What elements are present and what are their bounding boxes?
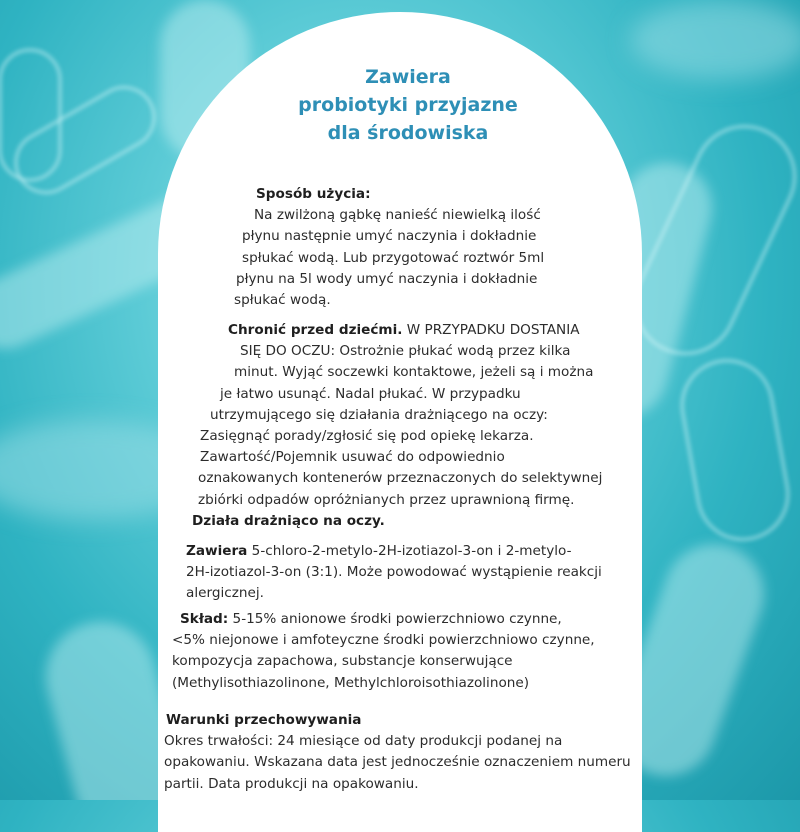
composition-bold-intro: Skład: <box>180 611 229 627</box>
contains-line: 2H-izotiazol-3-on (3:1). Może powodować wystąpienie reakcji <box>186 564 602 581</box>
warning-line: utrzymującego się działania drażniącego na oczy: <box>210 406 548 423</box>
composition-line: kompozycja zapachowa, substancje konserwujące <box>172 653 513 670</box>
page-title <box>258 63 558 147</box>
contains-first-line <box>186 541 602 562</box>
warning-section <box>192 320 603 532</box>
composition-section <box>172 609 595 694</box>
usage-section <box>234 184 544 311</box>
contains-first-line-rest: 5-chloro-2-metylo-2H-izotiazol-3-on i 2-metylo- <box>247 543 572 559</box>
contains-section <box>186 541 602 605</box>
contains-bold-intro: Zawiera <box>186 543 248 559</box>
usage-line: Na zwilżoną gąbkę nanieść niewielką ilość <box>254 207 541 224</box>
warning-line: Zasięgnąć porady/zgłosić się pod opiekę lekarza. <box>200 428 534 445</box>
warning-line: oznakowanych kontenerów przeznaczonych do selektywnej <box>198 470 603 487</box>
warning-line: Zawartość/Pojemnik usuwać do odpowiednio <box>200 449 505 466</box>
title-line-3: dla środowiska <box>327 122 489 144</box>
storage-line: partii. Data produkcji na opakowaniu. <box>164 775 419 792</box>
usage-line: spłukać wodą. Lub przygotować roztwór 5ml <box>242 249 545 266</box>
storage-section <box>164 710 631 795</box>
composition-first-line-rest: 5-15% anionowe środki powierzchniowo czynne, <box>228 611 562 627</box>
storage-heading: Warunki przechowywania <box>166 712 362 728</box>
warning-line: minut. Wyjąć soczewki kontaktowe, jeżeli są i można <box>234 364 594 381</box>
composition-line: <5% niejonowe i amfoteyczne środki powierzchniowo czynne, <box>172 632 595 649</box>
warning-first-line <box>228 320 602 341</box>
warning-bold-intro: Chronić przed dziećmi. <box>228 322 403 338</box>
warning-line: SIĘ DO OCZU: Ostrożnie płukać wodą przez kilka <box>240 343 571 360</box>
storage-line: opakowaniu. Wskazana data jest jednocześnie oznaczeniem numeru <box>164 754 631 771</box>
usage-line: płynu następnie umyć naczynia i dokładnie <box>242 228 537 245</box>
warning-first-line-rest: W PRZYPADKU DOSTANIA <box>402 322 580 338</box>
hazard-statement: Działa drażniąco na oczy. <box>192 512 385 529</box>
contains-line: alergicznej. <box>186 585 264 602</box>
usage-heading: Sposób użycia: <box>256 186 371 202</box>
storage-line: Okres trwałości: 24 miesiące od daty produkcji podanej na <box>164 733 563 750</box>
usage-line: płynu na 5l wody umyć naczynia i dokładnie <box>236 270 538 287</box>
title-line-2: probiotyki przyjazne <box>298 94 518 116</box>
warning-line: je łatwo usunąć. Nadal płukać. W przypadku <box>220 385 521 402</box>
composition-line: (Methylisothiazolinone, Methylchloroisothiazolinone) <box>172 674 530 691</box>
warning-line: zbiórki odpadów opróżnianych przez uprawnioną firmę. <box>198 491 575 508</box>
title-line-1: Zawiera <box>365 66 451 88</box>
composition-first-line <box>180 609 595 630</box>
usage-line: spłukać wodą. <box>234 292 331 309</box>
